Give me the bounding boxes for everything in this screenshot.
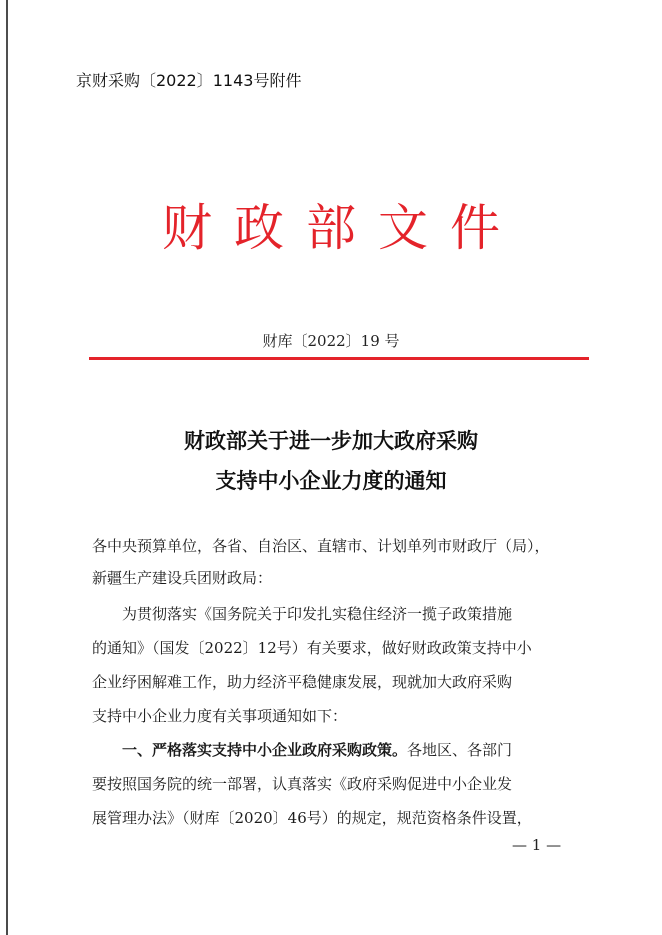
section-1-continuation: 各地区、各部门: [407, 741, 513, 759]
notice-title-line-2: 支持中小企业力度的通知: [215, 469, 447, 493]
red-divider-line: [89, 357, 589, 360]
section-1-heading: 一、严格落实支持中小企业政府采购政策。: [122, 741, 408, 759]
attachment-reference: 京财采购〔2022〕1143号附件: [76, 71, 302, 90]
document-number: 财库〔2022〕19 号: [262, 332, 400, 350]
section-1-line-3: 展管理办法》（财库〔2020〕46号）的规定，规范资格条件设置，: [92, 809, 532, 827]
paragraph-1-line-3: 企业纾困解难工作，助力经济平稳健康发展，现就加大政府采购: [92, 673, 513, 691]
red-masthead-title: 财政部文件: [162, 199, 522, 257]
section-1-line-2: 要按照国务院的统一部署，认真落实《政府采购促进中小企业发: [92, 775, 513, 793]
paragraph-1-line-1: 为贯彻落实《国务院关于印发扎实稳住经济一揽子政策措施: [122, 605, 513, 623]
page-number: — 1 —: [512, 836, 562, 854]
addressee-line-1: 各中央预算单位，各省、自治区、直辖市、计划单列市财政厅（局），: [92, 537, 550, 555]
paragraph-1-line-4: 支持中小企业力度有关事项通知如下：: [92, 707, 348, 725]
notice-title-line-1: 财政部关于进一步加大政府采购: [184, 429, 478, 453]
addressee-line-2: 新疆生产建设兵团财政局：: [92, 569, 273, 587]
section-1-first-line: [122, 740, 602, 760]
paragraph-1-line-2: 的通知》（国发〔2022〕12号）有关要求，做好财政政策支持中小: [92, 639, 532, 657]
